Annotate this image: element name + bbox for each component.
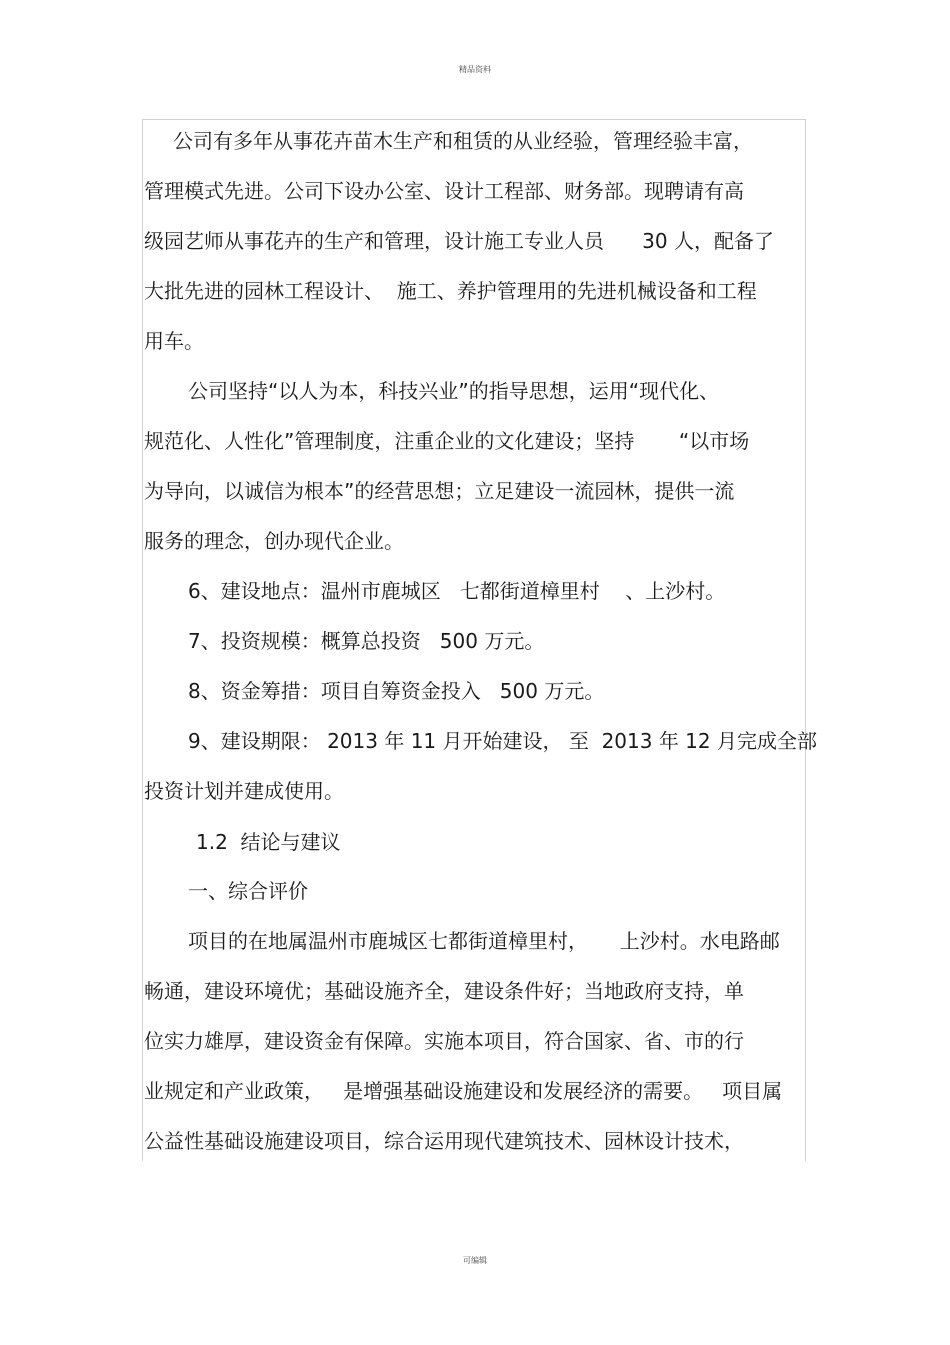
- paragraph-line: 项目的在地属温州市鹿城区七都街道樟里村， 上沙村。水电路邮: [188, 929, 780, 953]
- paragraph-line: 大批先进的园林工程设计、 施工、养护管理用的先进机械设备和工程: [144, 279, 757, 303]
- frame-right-border: [805, 119, 806, 1161]
- paragraph-line: 服务的理念，创办现代企业。: [144, 529, 404, 553]
- paragraph-line: 公益性基础设施建设项目，综合运用现代建筑技术、园林设计技术，: [144, 1129, 744, 1153]
- item-fund-raising: 8、资金筹措：项目自筹资金投入 500 万元。: [188, 679, 605, 703]
- page-footer-label: 可编辑: [463, 1256, 487, 1265]
- frame-top-border: [142, 119, 806, 120]
- section-heading: 1.2 结论与建议: [196, 830, 341, 854]
- paragraph-line: 公司有多年从事花卉苗木生产和租赁的从业经验，管理经验丰富，: [173, 129, 753, 153]
- paragraph-line: 为导向，以诚信为根本”的经营思想；立足建设一流园林，提供一流: [144, 479, 735, 503]
- page-header-label: 精品资料: [459, 65, 491, 74]
- item-location: 6、建设地点：温州市鹿城区 七都街道樟里村 、上沙村。: [188, 579, 726, 603]
- paragraph-line: 投资计划并建成使用。: [144, 779, 344, 803]
- paragraph-line: 公司坚持“以人为本，科技兴业”的指导思想，运用“现代化、: [188, 379, 720, 403]
- paragraph-line: 位实力雄厚，建设资金有保障。实施本项目，符合国家、省、市的行: [144, 1029, 744, 1053]
- paragraph-line: 用车。: [144, 329, 204, 353]
- frame-left-border: [142, 119, 143, 1161]
- item-construction-period: 9、建设期限： 2013 年 11 月开始建设， 至 2013 年 12 月完成全部: [188, 729, 817, 753]
- paragraph-line: 畅通，建设环境优；基础设施齐全，建设条件好；当地政府支持，单: [144, 979, 744, 1003]
- paragraph-line: 管理模式先进。公司下设办公室、设计工程部、财务部。现聘请有高: [144, 179, 744, 203]
- paragraph-line: 规范化、人性化”管理制度，注重企业的文化建设；坚持 “以市场: [144, 429, 750, 453]
- item-investment-scale: 7、投资规模：概算总投资 500 万元。: [188, 629, 545, 653]
- paragraph-line: 级园艺师从事花卉的生产和管理，设计施工专业人员 30 人，配备了: [144, 229, 774, 253]
- paragraph-line: 业规定和产业政策， 是增强基础设施建设和发展经济的需要。 项目属: [144, 1079, 783, 1103]
- subsection-heading: 一、综合评价: [188, 879, 308, 903]
